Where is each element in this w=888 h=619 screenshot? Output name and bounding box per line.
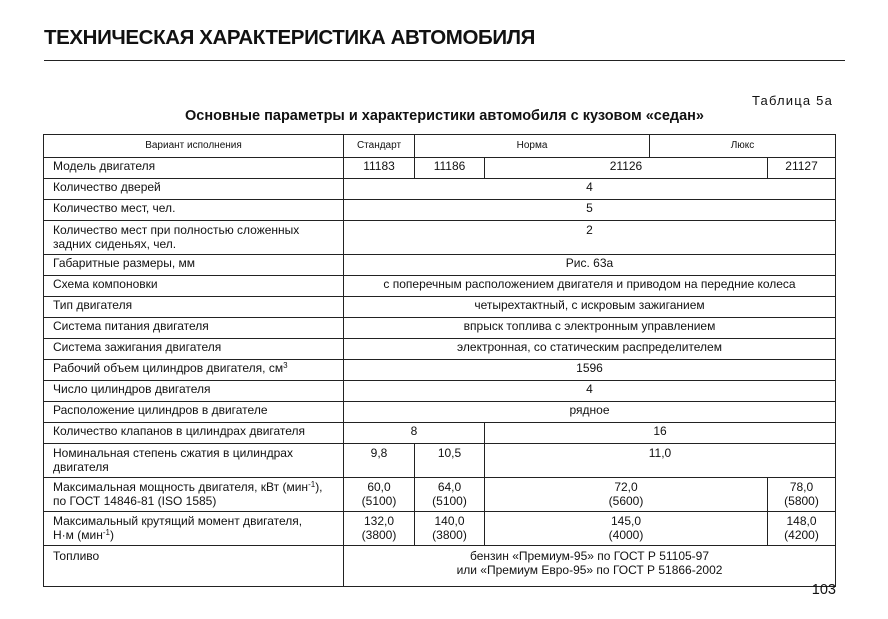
- table-row: [44, 478, 836, 512]
- row-label: Количество клапанов в цилиндрах двигателя: [44, 423, 344, 444]
- table-number: Таблица 5а: [751, 93, 833, 108]
- cell-value: 132,0 (3800): [344, 512, 415, 546]
- row-label: Система зажигания двигателя: [44, 339, 344, 360]
- table-row: [44, 200, 836, 221]
- cell-value: 140,0 (3800): [415, 512, 485, 546]
- table-row: [44, 360, 836, 381]
- cell-value: 11186: [415, 158, 485, 179]
- table-row: [44, 381, 836, 402]
- cell-value: Рис. 63а: [344, 255, 836, 276]
- row-label: Модель двигателя: [44, 158, 344, 179]
- row-label: Схема компоновки: [44, 276, 344, 297]
- cell-value: 5: [344, 200, 836, 221]
- table-row: [44, 546, 836, 587]
- cell-value: 8: [344, 423, 485, 444]
- row-label-text: Максимальный крутящий момент двигателя,: [53, 514, 303, 528]
- cell-value: впрыск топлива с электронным управлением: [344, 318, 836, 339]
- row-label-text: ): [109, 527, 114, 542]
- page-header-title: ТЕХНИЧЕСКАЯ ХАРАКТЕРИСТИКА АВТОМОБИЛЯ: [44, 26, 535, 49]
- row-label: [44, 360, 344, 381]
- row-label-text: по ГОСТ 14846-81 (ISO 1585): [53, 493, 217, 508]
- table-row: [44, 179, 836, 200]
- cell-value: 10,5: [415, 444, 485, 478]
- row-label: [44, 478, 344, 512]
- table-row: [44, 221, 836, 255]
- cell-value: 64,0 (5100): [415, 478, 485, 512]
- cell-value: бензин «Премиум-95» по ГОСТ Р 51105-97 или «Премиум Евро-95» по ГОСТ Р 51866-2002: [344, 546, 836, 587]
- row-label: Расположение цилиндров в двигателе: [44, 402, 344, 423]
- cell-value: 4: [344, 381, 836, 402]
- table-caption: Основные параметры и характеристики автомобиля с кузовом «седан»: [185, 108, 704, 124]
- superscript: -1: [308, 480, 316, 489]
- cell-value: 21126: [485, 158, 768, 179]
- superscript: -1: [102, 527, 110, 537]
- header-variant: Вариант исполнения: [44, 135, 344, 158]
- cell-value: 11183: [344, 158, 415, 179]
- table-row: [44, 444, 836, 478]
- row-label: Тип двигателя: [44, 297, 344, 318]
- table-row: [44, 276, 836, 297]
- cell-value: 145,0 (4000): [485, 512, 768, 546]
- row-label: [44, 512, 344, 546]
- table-header-row: [44, 135, 836, 158]
- cell-value: 21127: [768, 158, 836, 179]
- cell-value: рядное: [344, 402, 836, 423]
- cell-value: 4: [344, 179, 836, 200]
- row-label-text: Максимальная мощность двигателя, кВт (мин: [53, 480, 309, 494]
- row-label: Система питания двигателя: [44, 318, 344, 339]
- cell-value: 11,0: [485, 444, 836, 478]
- row-label-text: Н·м (мин: [53, 527, 103, 542]
- specifications-table: [43, 134, 836, 587]
- header-standard: Стандарт: [344, 135, 415, 158]
- cell-value: 1596: [344, 360, 836, 381]
- row-label: Количество дверей: [44, 179, 344, 200]
- table-row: [44, 318, 836, 339]
- page-number: 103: [811, 582, 836, 598]
- row-label: Количество мест, чел.: [44, 200, 344, 221]
- header-trim-split: [415, 135, 835, 157]
- header-lux: Люкс: [730, 140, 755, 152]
- cell-value: 148,0 (4200): [768, 512, 836, 546]
- cell-value: электронная, со статическим распределителем: [344, 339, 836, 360]
- cell-value: с поперечным расположением двигателя и приводом на передние колеса: [344, 276, 836, 297]
- cell-value: 72,0 (5600): [485, 478, 768, 512]
- header-norma: Норма: [415, 135, 650, 157]
- row-label-text: Рабочий объем цилиндров двигателя, см: [53, 361, 284, 375]
- table-row: [44, 339, 836, 360]
- table-row: [44, 297, 836, 318]
- row-label: Количество мест при полностью сложенных задних сиденьях, чел.: [44, 221, 344, 255]
- cell-value: 16: [485, 423, 836, 444]
- cell-value: 2: [344, 221, 836, 255]
- table-row: [44, 158, 836, 179]
- row-label: Топливо: [44, 546, 344, 587]
- row-label-text: ),: [315, 480, 323, 494]
- table-row: [44, 402, 836, 423]
- superscript: 3: [283, 361, 288, 370]
- header-trim-group: [415, 135, 836, 158]
- row-label: Номинальная степень сжатия в цилиндрах двигателя: [44, 444, 344, 478]
- cell-value: 9,8: [344, 444, 415, 478]
- row-label: Габаритные размеры, мм: [44, 255, 344, 276]
- table-row: [44, 512, 836, 546]
- table-row: [44, 255, 836, 276]
- cell-value: 60,0 (5100): [344, 478, 415, 512]
- header-divider: [44, 60, 845, 61]
- cell-value: четырехтактный, с искровым зажиганием: [344, 297, 836, 318]
- row-label: Число цилиндров двигателя: [44, 381, 344, 402]
- table-row: [44, 423, 836, 444]
- cell-value: 78,0 (5800): [768, 478, 836, 512]
